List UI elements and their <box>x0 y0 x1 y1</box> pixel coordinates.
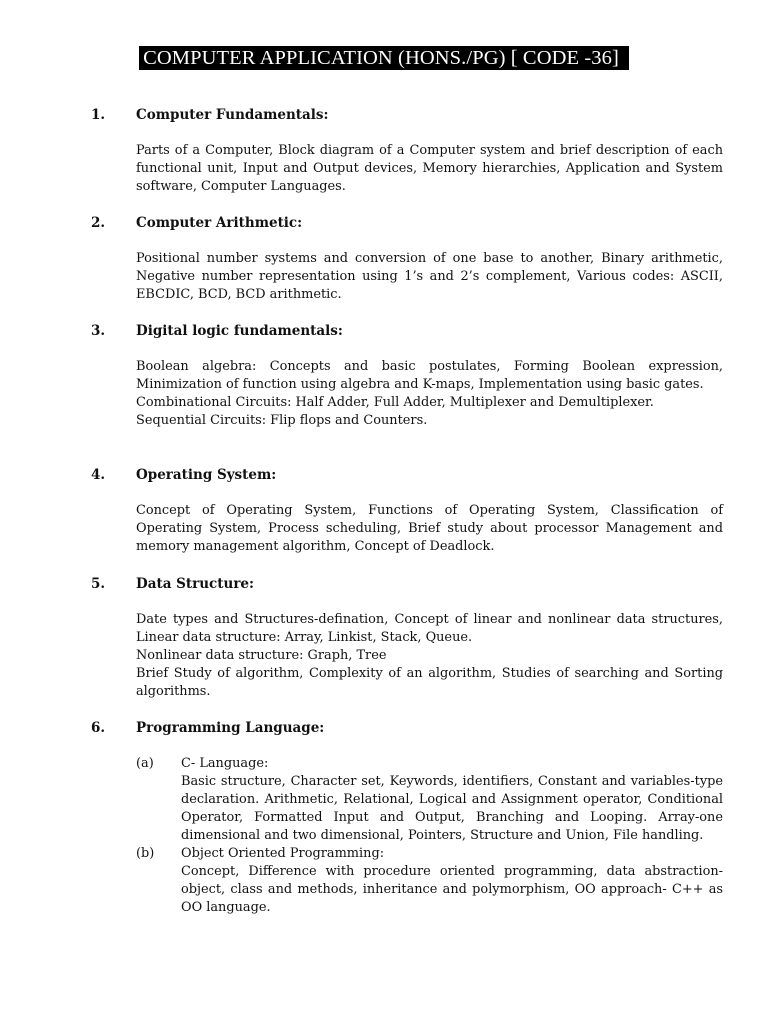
section-number: 4. <box>91 467 106 483</box>
section-body <box>136 611 723 701</box>
subsection-label: (a) <box>136 756 154 771</box>
title-bar <box>0 46 768 70</box>
paragraph: Parts of a Computer, Block diagram of a Computer system and brief description of each functional unit, Input and Output devices, Memory hierarchies, Application and System software, Computer Languages. <box>136 143 723 194</box>
section-number: 3. <box>91 323 106 339</box>
section-heading <box>0 719 768 737</box>
section-number: 6. <box>91 720 106 736</box>
paragraph: Sequential Circuits: Flip flops and Counters. <box>136 413 428 428</box>
section-heading <box>0 214 768 232</box>
section-operating-system <box>0 466 768 556</box>
subsection-title: Object Oriented Programming: <box>181 846 385 861</box>
section-heading <box>0 106 768 124</box>
subsection-c-language <box>136 755 723 845</box>
section-programming-language <box>0 719 768 917</box>
page-title: COMPUTER APPLICATION (HONS./PG) [ CODE -36] <box>139 46 629 70</box>
section-body <box>136 250 723 304</box>
subsection-content <box>181 755 723 845</box>
section-heading <box>0 575 768 593</box>
section-heading <box>0 322 768 340</box>
section-digital-logic <box>0 322 768 430</box>
section-title: Programming Language: <box>136 720 325 736</box>
section-title: Data Structure: <box>136 576 255 592</box>
paragraph: Concept, Difference with procedure oriented programming, data abstraction-object, class and methods, inheritance and polymorphism, OO approach- C++ as OO language. <box>181 864 723 915</box>
section-number: 5. <box>91 576 106 592</box>
paragraph: Boolean algebra: Concepts and basic postulates, Forming Boolean expression, Minimization of function using algebra and K-maps, Implementation using basic gates. <box>136 359 723 392</box>
subsection-content <box>181 845 723 917</box>
section-data-structure <box>0 575 768 701</box>
paragraph: Basic structure, Character set, Keywords, identifiers, Constant and variables-type declaration. Arithmetic, Relational, Logical and Assignment operator, Conditional Operator, Formatted Input and Output, Branching and Looping. Array-one dimensional and two dimensional, Pointers, Structure and Union, File handling. <box>181 774 723 843</box>
section-body <box>136 142 723 196</box>
paragraph: Date types and Structures-defination, Concept of linear and nonlinear data structures, Linear data structure: Array, Linkist, Stack, Queue. <box>136 612 723 645</box>
subsection-title: C- Language: <box>181 756 269 771</box>
section-body <box>136 755 723 917</box>
section-title: Digital logic fundamentals: <box>136 323 343 339</box>
section-title: Computer Arithmetic: <box>136 215 303 231</box>
section-title: Operating System: <box>136 467 277 483</box>
paragraph: Combinational Circuits: Half Adder, Full Adder, Multiplexer and Demultiplexer. <box>136 395 654 410</box>
section-number: 1. <box>91 107 106 123</box>
section-title: Computer Fundamentals: <box>136 107 329 123</box>
section-computer-fundamentals <box>0 106 768 196</box>
section-body <box>136 502 723 556</box>
paragraph: Concept of Operating System, Functions of Operating System, Classification of Operating System, Process scheduling, Brief study about processor Management and memory management algorithm, Concept of Deadlock. <box>136 503 723 554</box>
section-number: 2. <box>91 215 106 231</box>
subsection-label: (b) <box>136 846 155 861</box>
section-computer-arithmetic <box>0 214 768 304</box>
paragraph: Brief Study of algorithm, Complexity of an algorithm, Studies of searching and Sorting algorithms. <box>136 666 723 699</box>
paragraph: Positional number systems and conversion of one base to another, Binary arithmetic, Negative number representation using 1’s and 2’s complement, Various codes: ASCII, EBCDIC, BCD, BCD arithmetic. <box>136 251 723 302</box>
paragraph: Nonlinear data structure: Graph, Tree <box>136 648 387 663</box>
section-body <box>136 358 723 430</box>
section-heading <box>0 466 768 484</box>
subsection-oop <box>136 845 723 917</box>
